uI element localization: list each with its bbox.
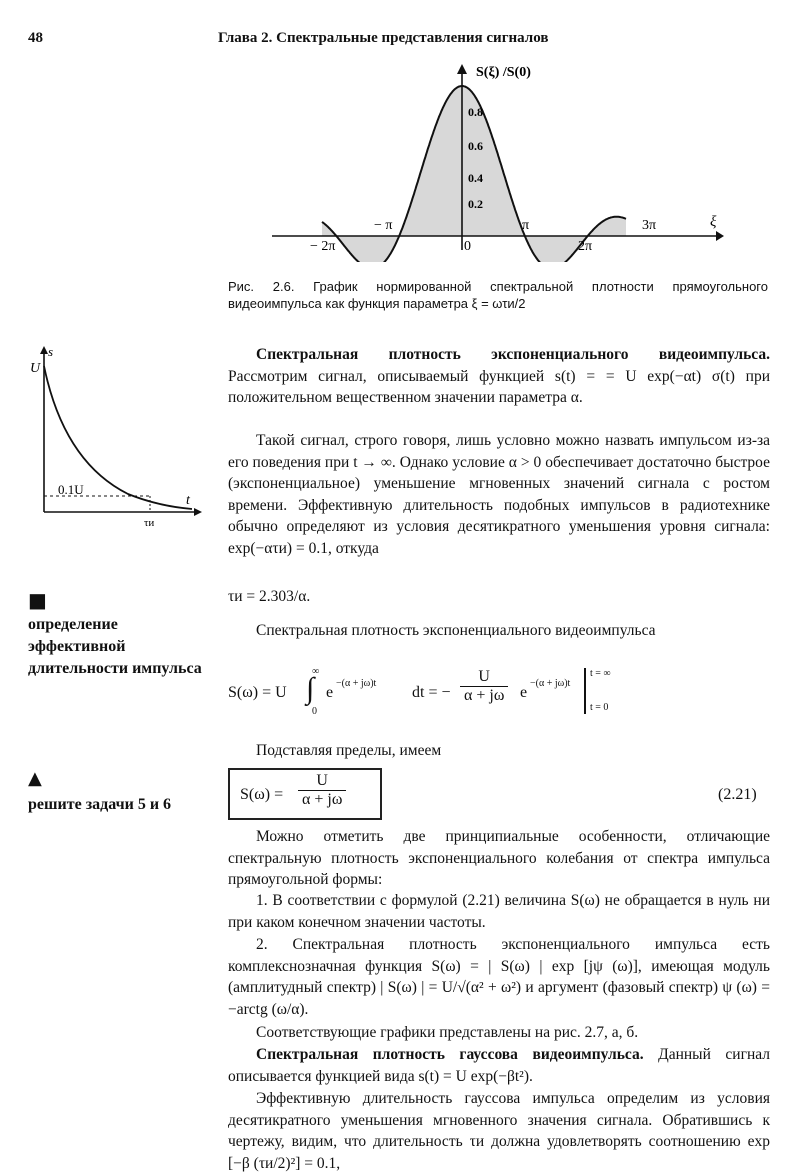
eval-upper: t = ∞ <box>590 668 611 679</box>
boxed-num: U <box>298 772 346 791</box>
x-tick-minus-pi: − π <box>374 218 393 233</box>
x-axis-arrow <box>716 231 724 241</box>
paragraph-4 <box>228 740 770 762</box>
p1-body: Рассмотрим сигнал, описываемый функцией s(t) = = U exp(−αt) σ(t) при положительном вещественном значении параметра α. <box>228 367 770 406</box>
paragraph-5 <box>228 826 770 891</box>
exp-y-label-u: U <box>30 361 41 376</box>
x-axis-label: ξ <box>710 214 717 230</box>
integral-dt: dt = − <box>412 684 451 701</box>
paragraph-2 <box>228 430 770 559</box>
exp-y-label-s: s <box>48 344 54 359</box>
p9-body: Данный сигнал описывается функцией вида s(t) = U exp(−βt²). <box>228 1046 770 1085</box>
integral-upper: ∞ <box>312 666 320 677</box>
eval-e: e <box>520 684 528 701</box>
boxed-formula <box>228 768 382 820</box>
exp-level-label: 0.1U <box>58 482 84 497</box>
page-number: 48 <box>28 30 43 46</box>
p2-text: Такой сигнал, строго говоря, лишь условно можно назвать импульсом из-за его поведения при t → ∞. Однако условие α > 0 обеспечивает достаточно быстрое (экспоненциальное) уменьшение мгновенных значений сигнала с ростом времени. Эффективную длительность подобных импульсов в радиотехнике обычно определяют из условия десятикратного уменьшения уровня сигнала: exp(−ατи) = 0.1, откуда <box>228 432 770 557</box>
tick-label-3: 0.2 <box>468 197 483 211</box>
paragraph-7 <box>228 934 770 1020</box>
integral-frac-den: α + jω <box>464 687 505 704</box>
p10-text: Эффективную длительность гауссова импульса определим из условия десятикратного уменьшения мгновенного значения сигнала. Обратившись к чертежу, видим, что длительность τи должна удовлетворять соотношению exp [−β (τи/2)²] = 0.1, <box>228 1090 770 1172</box>
exp-x-label: t <box>186 493 190 508</box>
integral-sign: ∫ <box>306 672 315 705</box>
square-marker: ■ <box>28 588 47 612</box>
x-tick-pi: π <box>522 218 530 233</box>
integral-lower: 0 <box>312 706 317 717</box>
exp-x-arrow <box>194 508 202 516</box>
paragraph-3 <box>228 620 770 642</box>
x-tick-minus-2pi: − 2π <box>310 239 336 254</box>
paragraph-1 <box>228 344 770 409</box>
p1-heading: Спектральная плотность экспоненциального видеоимпульса. <box>256 346 770 363</box>
paragraph-8 <box>228 1022 770 1044</box>
integral-fraction <box>460 668 508 705</box>
exp-pulse-figure <box>28 344 208 534</box>
p7-text: 2. Спектральная плотность экспоненциального импульса есть комплекснозначная функция S(ω) = | S(ω) | exp [jψ (ω)], имеющая модуль (амплитудный спектр) | S(ω) | = U/√(α² + ω²) и аргумент (фазовый спектр) ψ (ω) = −arctg (ω/α). <box>228 936 770 1018</box>
p3-text: Спектральная плотность экспоненциального видеоимпульса <box>256 622 656 639</box>
p8-text: Соответствующие графики представлены на рис. 2.7, а, б. <box>256 1024 639 1041</box>
tick-label-2: 0.4 <box>468 171 483 185</box>
p6-text: 1. В соответствии с формулой (2.21) величина S(ω) не обращается в нуль ни при каком конечном значении частоты. <box>228 892 770 931</box>
tau-formula: τи = 2.303/α. <box>228 588 311 605</box>
integral-body: e <box>326 684 334 701</box>
x-tick-2pi: 2π <box>578 239 593 254</box>
integral-exp: −(α + jω)t <box>336 678 377 689</box>
eval-exp: −(α + jω)t <box>530 678 571 689</box>
y-axis-arrow <box>457 64 467 74</box>
boxed-den: α + jω <box>302 791 343 808</box>
tick-label-0: 0.8 <box>468 105 483 119</box>
integral-lhs: S(ω) = U <box>228 684 287 701</box>
eval-lower: t = 0 <box>590 702 609 713</box>
p9-heading: Спектральная плотность гауссова видеоимпульса. <box>256 1046 644 1063</box>
running-title: Глава 2. Спектральные представления сигналов <box>218 30 549 46</box>
triangle-marker: ▲ <box>28 768 42 789</box>
paragraph-6 <box>228 890 770 933</box>
definition-note: определение эффективной длительности импульса <box>28 616 202 677</box>
problems-note: решите задачи 5 и 6 <box>28 796 172 813</box>
p4-text: Подставляя пределы, имеем <box>256 742 442 759</box>
x-tick-zero: 0 <box>464 239 471 254</box>
integral-formula <box>228 666 788 722</box>
paragraph-10 <box>228 1088 770 1174</box>
paragraph-9 <box>228 1044 770 1087</box>
boxed-fraction <box>298 772 346 809</box>
integral-frac-num: U <box>460 668 508 687</box>
figure-caption: Рис. 2.6. График нормированной спектральной плотности прямоугольного видеоимпульса как функция параметра ξ = ωτи/2 <box>228 279 768 311</box>
eval-bar <box>584 668 586 714</box>
exp-tau-label: τи <box>144 517 155 529</box>
sinc-figure <box>268 62 728 262</box>
y-axis-label: S(ξ) /S(0) <box>476 65 531 80</box>
x-tick-3pi: 3π <box>642 218 657 233</box>
boxed-lhs: S(ω) = <box>240 786 284 803</box>
tick-label-1: 0.6 <box>468 139 483 153</box>
exp-y-arrow <box>40 346 48 354</box>
p5-text: Можно отметить две принципиальные особенности, отличающие спектральную плотность экспоненциального колебания от спектра импульса прямоугольной формы: <box>228 828 770 888</box>
equation-number: (2.21) <box>718 786 757 803</box>
